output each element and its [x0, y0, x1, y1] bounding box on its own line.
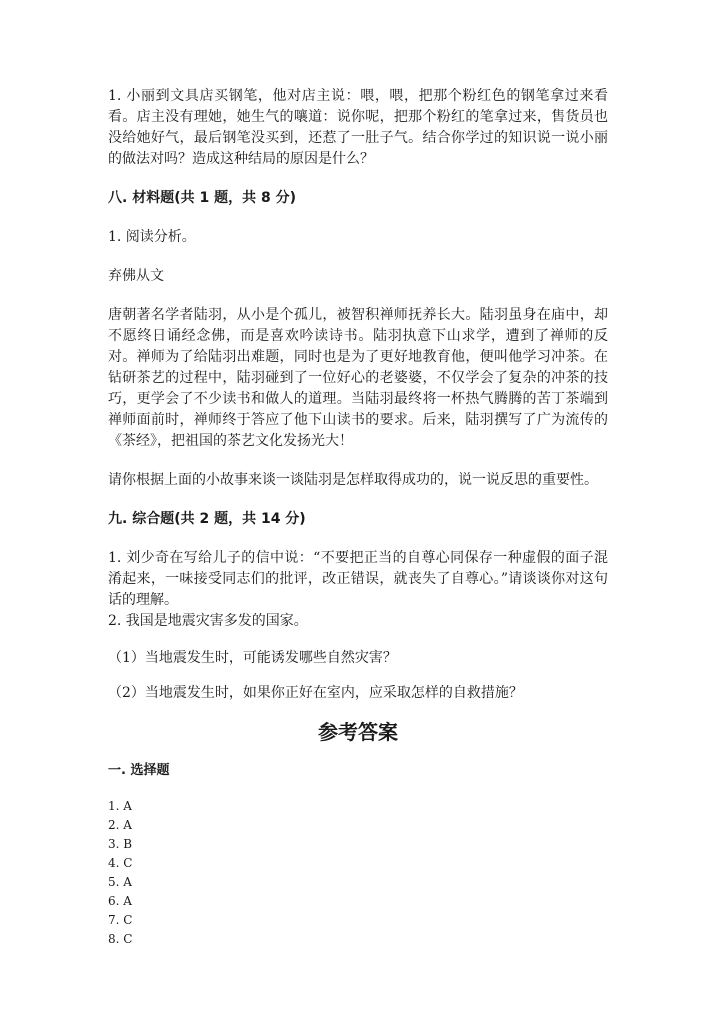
answer-item: 4. C [108, 856, 133, 870]
section-8-prompt: 请你根据上面的小故事来谈一谈陆羽是怎样取得成功的，说一说反思的重要性。 [108, 472, 598, 488]
section-8-question-1: 1. 阅读分析。 [108, 229, 196, 245]
answer-item: 8. C [108, 932, 133, 946]
section-8-heading: 八. 材料题(共 1 题，共 8 分) [108, 190, 296, 206]
answer-item: 3. B [108, 837, 133, 851]
answer-list [108, 797, 608, 949]
answer-item: 6. A [108, 894, 132, 908]
story-text: 唐朝著名学者陆羽，从小是个孤儿，被智积禅师抚养长大。陆羽虽身在庙中，却不愿终日诵经念佛，而是喜欢吟读诗书。陆羽执意下山求学，遭到了禅师的反对。禅师为了给陆羽出难题，同时也是为了更好地教育他，便叫他学习冲茶。在钻研茶艺的过程中，陆羽碰到了一位好心的老婆婆，不仅学会了复杂的冲茶的技巧，更学会了不少读书和做人的道理。当陆羽最终将一杯热气腾腾的苦丁茶端到禅师面前时，禅师终于答应了他下山读书的要求。后来，陆羽撰写了广为流传的《茶经》，把祖国的茶艺文化发扬光大！ [108, 307, 608, 449]
answer-item: 1. A [108, 799, 132, 813]
previous-question-text: 1. 小丽到文具店买钢笔，他对店主说：喂，喂，把那个粉红色的钢笔拿过来看看。店主没有理她，她生气的嚷道：说你呢，把那个粉红的笔拿过来，售货员也没给她好气，最后钢笔没买到，还惹了一肚子气。结合你学过的知识说一说小丽的做法对吗？造成这种结局的原因是什么？ [108, 88, 608, 167]
answer-section-1-heading: 一. 选择题 [108, 763, 170, 778]
section-9-heading: 九. 综合题(共 2 题，共 14 分) [108, 511, 306, 527]
answer-key-title: 参考答案 [318, 720, 398, 744]
answer-item: 2. A [108, 818, 132, 832]
section-9-question-2: 2. 我国是地震灾害多发的国家。 [108, 613, 308, 629]
section-9-question-1: 1. 刘少奇在写给儿子的信中说：“不要把正当的自尊心同保存一种虚假的面子混淆起来，一味接受同志们的批评，改正错误，就丧失了自尊心。”请谈谈你对这句话的理解。 [108, 550, 608, 608]
answer-item: 7. C [108, 913, 133, 927]
story-title: 弃佛从文 [108, 268, 164, 284]
section-9-question-2-sub-2: （2）当地震发生时，如果你正好在室内，应采取怎样的自救措施？ [108, 685, 523, 701]
section-9-question-2-sub-1: （1）当地震发生时，可能诱发哪些自然灾害？ [108, 650, 397, 666]
document-page [108, 86, 608, 949]
answer-item: 5. A [108, 875, 132, 889]
